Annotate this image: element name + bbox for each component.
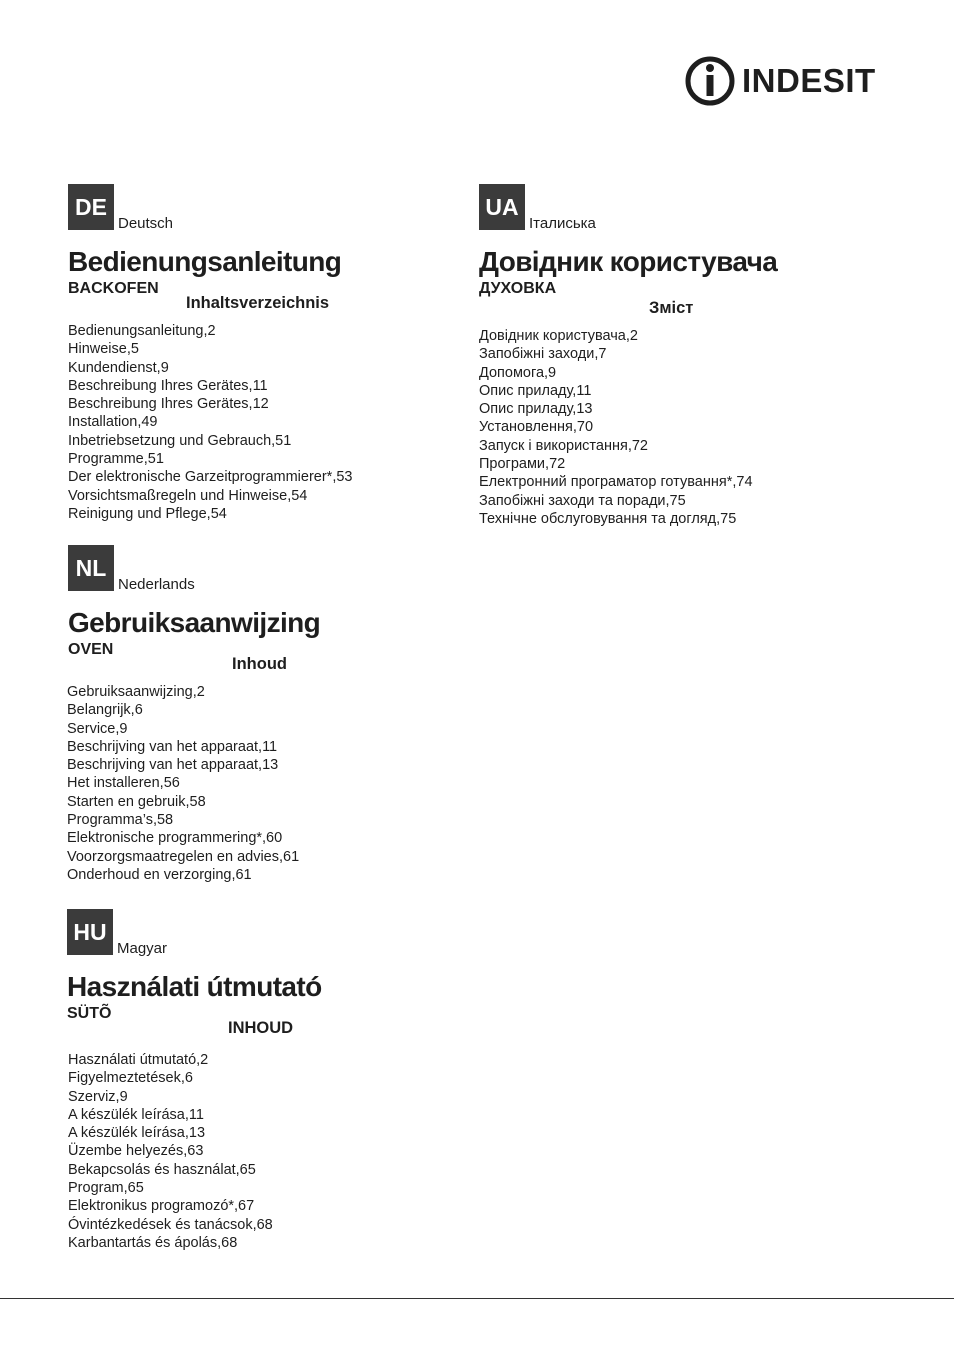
language-name: Nederlands bbox=[118, 576, 195, 593]
toc-item: Установлення,70 bbox=[479, 419, 594, 436]
toc-item: Der elektronische Garzeitprogrammierer*,53 bbox=[68, 469, 353, 486]
language-name: Італиська bbox=[529, 215, 596, 232]
toc-heading: Inhoud bbox=[232, 655, 287, 673]
toc-item: Bedienungsanleitung,2 bbox=[68, 323, 216, 339]
toc-item: Beschrijving van het apparaat,13 bbox=[67, 757, 279, 774]
language-badge: NL bbox=[68, 545, 114, 591]
toc-item: Belangrijk,6 bbox=[67, 702, 143, 719]
toc-list bbox=[68, 1051, 273, 1252]
toc-item: Програми,72 bbox=[479, 456, 566, 473]
toc-item: Запобіжні заходи та поради,75 bbox=[479, 492, 686, 509]
toc-heading: INHOUD bbox=[228, 1019, 294, 1037]
toc-item: Installation,49 bbox=[68, 414, 158, 431]
toc-item: Vorsichtsmaßregeln und Hinweise,54 bbox=[68, 487, 308, 504]
toc-item: Service,9 bbox=[67, 720, 128, 737]
toc-item: Voorzorgsmaatregelen en advies,61 bbox=[67, 848, 300, 865]
toc-heading: Зміст bbox=[649, 299, 694, 317]
toc-item: Допомога,9 bbox=[479, 364, 557, 381]
brand-name: INDESIT bbox=[742, 62, 876, 99]
manual-title: Gebruiksaanwijzing bbox=[68, 607, 321, 638]
toc-item: Запуск і використання,72 bbox=[479, 437, 648, 454]
toc-item: Опис приладу,11 bbox=[479, 382, 592, 399]
toc-item: Kundendienst,9 bbox=[68, 359, 169, 376]
toc-item: Használati útmutató,2 bbox=[68, 1052, 209, 1068]
toc-item: A készülék leírása,11 bbox=[68, 1106, 204, 1123]
toc-item: Óvintézkedések és tanácsok,68 bbox=[68, 1216, 273, 1233]
toc-item: Beschreibung Ihres Gerätes,12 bbox=[68, 396, 269, 413]
toc-item: Технічне обслуговування та догляд,75 bbox=[479, 510, 737, 527]
manual-subtitle: SÜTÕ bbox=[67, 1005, 112, 1022]
toc-item: Reinigung und Pflege,54 bbox=[68, 505, 227, 522]
bottom-divider bbox=[0, 1298, 954, 1299]
language-badge: UA bbox=[479, 184, 525, 230]
toc-item: Programma’s,58 bbox=[67, 812, 174, 829]
manual-subtitle: BACKOFEN bbox=[68, 280, 159, 297]
language-name: Magyar bbox=[117, 940, 168, 957]
toc-item: Bekapcsolás és használat,65 bbox=[68, 1161, 256, 1178]
toc-item: Szerviz,9 bbox=[68, 1088, 128, 1105]
toc-item: Опис приладу,13 bbox=[479, 401, 593, 418]
language-name: Deutsch bbox=[118, 215, 174, 232]
toc-item: Beschreibung Ihres Gerätes,11 bbox=[68, 377, 268, 394]
toc-item: Üzembe helyezés,63 bbox=[68, 1143, 204, 1160]
toc-item: A készülék leírása,13 bbox=[68, 1125, 206, 1142]
toc-item: Довідник користувача,2 bbox=[479, 328, 638, 344]
toc-item: Електронний програматор готування*,74 bbox=[479, 474, 753, 491]
manual-subtitle: OVEN bbox=[68, 641, 114, 658]
toc-list bbox=[479, 327, 753, 528]
manual-title: Bedienungsanleitung bbox=[68, 246, 342, 277]
toc-item: Het installeren,56 bbox=[67, 775, 180, 792]
toc-item: Inbetriebsetzung und Gebrauch,51 bbox=[68, 432, 292, 449]
toc-item: Hinweise,5 bbox=[68, 341, 139, 358]
toc-list bbox=[67, 683, 299, 884]
toc-list bbox=[68, 322, 352, 523]
toc-item: Karbantartás és ápolás,68 bbox=[68, 1234, 238, 1251]
language-badge: DE bbox=[68, 184, 114, 230]
toc-item: Elektronikus programozó*,67 bbox=[68, 1198, 255, 1215]
toc-item: Beschrijving van het apparaat,11 bbox=[67, 738, 278, 755]
toc-item: Figyelmeztetések,6 bbox=[68, 1070, 193, 1087]
manual-subtitle: ДУХОВКА bbox=[479, 280, 557, 297]
toc-item: Starten en gebruik,58 bbox=[67, 793, 206, 810]
toc-item: Programme,51 bbox=[68, 451, 164, 468]
toc-item: Gebruiksaanwijzing,2 bbox=[67, 684, 205, 700]
toc-item: Elektronische programmering*,60 bbox=[67, 830, 283, 847]
toc-heading: Inhaltsverzeichnis bbox=[186, 294, 330, 312]
toc-item: Onderhoud en verzorging,61 bbox=[67, 866, 252, 883]
manual-title: Használati útmutató bbox=[67, 971, 322, 1002]
toc-item: Program,65 bbox=[68, 1180, 144, 1197]
toc-item: Запобіжні заходи,7 bbox=[479, 346, 607, 363]
language-badge: HU bbox=[67, 909, 113, 955]
manual-title: Довідник користувача bbox=[479, 246, 778, 277]
